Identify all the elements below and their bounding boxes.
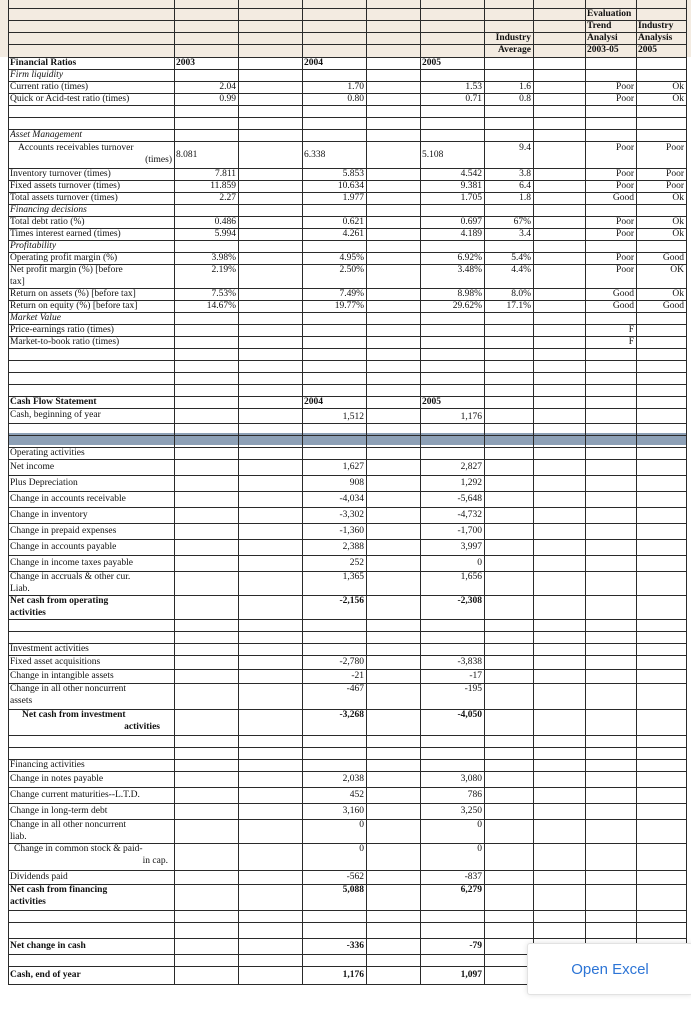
roe-trend-eval: Good (612, 301, 634, 311)
operating-item-2004: -4,034 (339, 494, 364, 504)
current-label: Current ratio (times) (10, 82, 89, 92)
operating-item-label: Change in prepaid expenses (10, 526, 117, 536)
tie-2004: 4.261 (342, 229, 364, 239)
opm-2005: 6.92% (457, 253, 482, 263)
financing-item-2005: 3,250 (460, 806, 482, 816)
operating-item-2004: 252 (349, 558, 364, 568)
grid-line (484, 57, 485, 384)
quick-2005: 0.71 (465, 94, 482, 104)
operating-item-2005: -1,700 (457, 526, 482, 536)
year-2004: 2004 (304, 58, 323, 68)
current-industry-average: 1.6 (519, 82, 531, 92)
common-stock-label-cont: in cap. (142, 856, 168, 866)
common-stock-label: Change in common stock & paid- (14, 844, 143, 854)
npm-industry-average: 4.4% (511, 265, 531, 275)
debt-label: Total debt ratio (%) (10, 217, 85, 227)
grid-line (302, 0, 303, 57)
ar-2003: 8.081 (176, 150, 198, 160)
total-2003: 2.27 (219, 193, 236, 203)
quick-label: Quick or Acid-test ratio (times) (10, 94, 130, 104)
cash-beginning-label: Cash, beginning of year (10, 410, 101, 420)
total-2005: 1.705 (460, 193, 482, 203)
grid-line (585, 384, 586, 984)
total-industry-average: 1.8 (519, 193, 531, 203)
opm-2004: 4.95% (339, 253, 364, 263)
net-investment-2004: -3,268 (339, 710, 364, 720)
grid-line (366, 384, 367, 984)
operating-item-2005: -4,732 (457, 510, 482, 520)
debt-2004: 0.621 (342, 217, 364, 227)
financing-item-2004: 2,038 (342, 774, 364, 784)
quick-2004: 0.80 (347, 94, 364, 104)
dividends-label: Dividends paid (10, 872, 68, 882)
net-investment-2005: -4,050 (457, 710, 482, 720)
ar-trend-eval: Poor (616, 143, 634, 153)
npm-industry-eval: OK (670, 265, 684, 275)
industry-average-line2: Average (497, 45, 531, 55)
investment-item-2004: -21 (351, 671, 364, 681)
npm-trend-eval: Poor (616, 265, 634, 275)
quick-trend-eval: Poor (616, 94, 634, 104)
section-firm-liquidity: Firm liquidity (10, 70, 64, 80)
tie-2005: 4.189 (460, 229, 482, 239)
ar-industry-eval: Poor (666, 143, 684, 153)
grid-line (8, 384, 9, 984)
financing-item-label: Change in notes payable (10, 774, 104, 784)
investment-item-2005: -17 (469, 671, 482, 681)
grid-line (636, 384, 637, 984)
section-asset-management: Asset Management (10, 130, 83, 140)
total-label: Total assets turnover (times) (10, 193, 118, 203)
inventory-2003: 7.811 (214, 169, 236, 179)
grid-line (533, 0, 534, 57)
fixed-2003: 11.859 (210, 181, 236, 191)
roa-industry-eval: Ok (672, 289, 684, 299)
roa-trend-eval: Good (612, 289, 634, 299)
financing-item-2004: 452 (349, 790, 364, 800)
fixed-2005: 9.381 (460, 181, 482, 191)
operating-item-2005: -5,648 (457, 494, 482, 504)
roe-2004: 19.77% (334, 301, 364, 311)
inventory-industry-average: 3.8 (519, 169, 531, 179)
financing-item-label: Change in long-term debt (10, 806, 108, 816)
inventory-industry-eval: Poor (666, 169, 684, 179)
operating-item-2004: 1,627 (342, 462, 364, 472)
grid-line (533, 57, 534, 384)
grid-line (238, 0, 239, 57)
trend-years: 2003-05 (587, 45, 619, 55)
grid-line (636, 57, 637, 384)
grid-line (484, 0, 485, 57)
grid-line (8, 0, 9, 57)
operating-item-label: Change in accounts receivable (10, 494, 126, 504)
section-financing-decisions: Financing decisions (10, 205, 87, 215)
common-stock-2004: 0 (359, 844, 364, 854)
net-financing-label-cont: activities (10, 897, 46, 907)
debt-industry-average: 67% (513, 217, 531, 227)
cash-beginning-2005: 1,176 (460, 412, 482, 422)
financing-item-2004: 3,160 (342, 806, 364, 816)
fixed-trend-eval: Poor (616, 181, 634, 191)
roa-2003: 7.53% (211, 289, 236, 299)
evaluation-header: Evaluation (587, 9, 632, 19)
trend-sub: Analysi (587, 33, 618, 43)
quick-2003: 0.99 (219, 94, 236, 104)
roa-2005: 8.98% (457, 289, 482, 299)
operating-item-2005: 1,292 (460, 478, 482, 488)
grid-line (174, 0, 175, 57)
pe-label: Price-earnings ratio (times) (10, 325, 114, 335)
grid-line (420, 0, 421, 57)
roe-2005: 29.62% (452, 301, 482, 311)
noncurrent-assets-2005: -195 (464, 684, 482, 694)
other-noncurrent-liab-label-cont: liab. (10, 832, 27, 842)
year-2003: 2003 (176, 58, 195, 68)
operating-item-2004: 908 (349, 478, 364, 488)
net-operating-2004: -2,156 (339, 596, 364, 606)
total-2004: 1.977 (342, 193, 364, 203)
ar-2004: 6.338 (304, 150, 326, 160)
industry-sub: Analysis (638, 33, 673, 43)
grid-line (533, 384, 534, 984)
noncurrent-assets-2004: -467 (346, 684, 364, 694)
investment-item-label: Fixed asset acquisitions (10, 657, 101, 667)
investment-item-label: Change in intangible assets (10, 671, 114, 681)
operating-item-2004: 2,388 (342, 542, 364, 552)
mb-trend-eval: F (628, 337, 634, 347)
operating-item-2005: 3,997 (460, 542, 482, 552)
accruals-2005: 1,656 (460, 572, 482, 582)
operating-item-label: Change in inventory (10, 510, 88, 520)
debt-industry-eval: Ok (672, 217, 684, 227)
other-noncurrent-liab-2004: 0 (359, 820, 364, 830)
roe-label: Return on equity (%) [before tax] (10, 301, 138, 311)
net-investment-label-cont: activities (124, 722, 160, 732)
roa-2004: 7.49% (339, 289, 364, 299)
cash-end-2004: 1,176 (342, 970, 364, 980)
common-stock-2005: 0 (477, 844, 482, 854)
opm-2003: 3.98% (211, 253, 236, 263)
ar-label-cont: (times) (145, 155, 172, 165)
trend-label: Trend (587, 21, 612, 31)
grid-line (302, 384, 303, 984)
npm-label-cont: tax] (10, 277, 25, 287)
tie-industry-average: 3.4 (519, 229, 531, 239)
industry-year: 2005 (638, 45, 657, 55)
roe-industry-average: 17.1% (506, 301, 531, 311)
tie-trend-eval: Poor (616, 229, 634, 239)
cashflow-title: Cash Flow Statement (10, 397, 97, 407)
grid-line (686, 0, 687, 57)
grid-line (484, 384, 485, 984)
net-change-label: Net change in cash (10, 941, 86, 951)
debt-2005: 0.697 (460, 217, 482, 227)
industry-average-line1: Industry (495, 33, 531, 43)
ar-label: Accounts receivables turnover (18, 143, 134, 153)
grid-line (8, 57, 9, 384)
fixed-label: Fixed assets turnover (times) (10, 181, 121, 191)
opm-trend-eval: Poor (616, 253, 634, 263)
current-trend-eval: Poor (616, 82, 634, 92)
current-2004: 1.70 (347, 82, 364, 92)
debt-trend-eval: Poor (616, 217, 634, 227)
grid-line (174, 384, 175, 984)
net-operating-label-cont: activities (10, 608, 46, 618)
net-operating-2005: -2,308 (457, 596, 482, 606)
grid-line (420, 57, 421, 384)
noncurrent-assets-label-cont: assets (10, 696, 33, 706)
grid-line (238, 57, 239, 384)
roa-label: Return on assets (%) [before tax] (10, 289, 136, 299)
inventory-trend-eval: Poor (616, 169, 634, 179)
operating-item-2004: -1,360 (339, 526, 364, 536)
roe-2003: 14.67% (206, 301, 236, 311)
accruals-2004: 1,365 (342, 572, 364, 582)
grid-line (585, 0, 586, 57)
cash-end-label: Cash, end of year (10, 970, 81, 980)
ar-2005: 5.108 (422, 150, 444, 160)
ar-industry-average: 9.4 (519, 143, 531, 153)
current-industry-eval: Ok (672, 82, 684, 92)
operating-activities-title: Operating activities (10, 448, 85, 458)
mb-label: Market-to-book ratio (times) (10, 337, 120, 347)
accruals-label: Change in accruals & other cur. (10, 572, 131, 582)
net-financing-2004: 5,088 (342, 885, 364, 895)
quick-industry-average: 0.8 (519, 94, 531, 104)
operating-item-label: Plus Depreciation (10, 478, 78, 488)
operating-item-2005: 2,827 (460, 462, 482, 472)
open-excel-button[interactable]: Open Excel (527, 943, 691, 995)
grid-line (686, 384, 687, 984)
financial-ratios-title: Financial Ratios (10, 58, 77, 68)
investment-item-2004: -2,780 (339, 657, 364, 667)
fixed-industry-average: 6.4 (519, 181, 531, 191)
section-profitability: Profitability (10, 241, 57, 251)
grid-line (420, 384, 421, 984)
cash-end-2005: 1,097 (460, 970, 482, 980)
current-2005: 1.53 (465, 82, 482, 92)
cash-beginning-2004: 1,512 (342, 412, 364, 422)
operating-item-label: Change in accounts payable (10, 542, 117, 552)
roe-industry-eval: Good (662, 301, 684, 311)
grid-line (174, 57, 175, 384)
investment-activities-title: Investment activities (10, 644, 89, 654)
opm-industry-eval: Good (662, 253, 684, 263)
operating-item-label: Change in income taxes payable (10, 558, 133, 568)
net-financing-2005: 6,279 (460, 885, 482, 895)
npm-2005: 3.48% (457, 265, 482, 275)
tie-2003: 5.994 (214, 229, 236, 239)
year-2005: 2005 (422, 58, 441, 68)
net-change-2005: -79 (469, 941, 482, 951)
grid-line (302, 57, 303, 384)
opm-label: Operating profit margin (%) (10, 253, 118, 263)
investment-item-2005: -3,838 (457, 657, 482, 667)
net-operating-label: Net cash from operating (10, 596, 109, 606)
operating-item-2005: 0 (477, 558, 482, 568)
financing-item-2005: 3,080 (460, 774, 482, 784)
current-2003: 2.04 (219, 82, 236, 92)
npm-label: Net profit margin (%) [before (10, 265, 123, 275)
npm-2003: 2.19% (211, 265, 236, 275)
financing-item-label: Change current maturities--L.T.D. (10, 790, 140, 800)
tie-label: Times interest earned (times) (10, 229, 121, 239)
cashflow-year-2004: 2004 (304, 397, 323, 407)
roa-industry-average: 8.0% (511, 289, 531, 299)
npm-2004: 2.50% (339, 265, 364, 275)
total-trend-eval: Good (612, 193, 634, 203)
industry-label: Industry (638, 21, 674, 31)
net-investment-label: Net cash from investment (22, 710, 126, 720)
inventory-2005: 4.542 (460, 169, 482, 179)
fixed-2004: 10.634 (337, 181, 364, 191)
operating-item-label: Net income (10, 462, 55, 472)
noncurrent-assets-label: Change in all other noncurrent (10, 684, 127, 694)
grid-line (366, 57, 367, 384)
net-change-2004: -336 (346, 941, 364, 951)
other-noncurrent-liab-2005: 0 (477, 820, 482, 830)
net-financing-label: Net cash from financing (10, 885, 108, 895)
tie-industry-eval: Ok (672, 229, 684, 239)
opm-industry-average: 5.4% (511, 253, 531, 263)
inventory-label: Inventory turnover (times) (10, 169, 111, 179)
grid-line (238, 384, 239, 984)
financing-item-2005: 786 (467, 790, 482, 800)
grid-line (686, 57, 687, 384)
other-noncurrent-liab-label: Change in all other noncurrent (10, 820, 127, 830)
dividends-2004: -562 (346, 872, 364, 882)
inventory-2004: 5.853 (342, 169, 364, 179)
section-market-value: Market Value (10, 313, 61, 323)
accruals-label-cont: Liab. (10, 584, 30, 594)
pe-trend-eval: F (628, 325, 634, 335)
operating-item-2004: -3,302 (339, 510, 364, 520)
grid-line (366, 0, 367, 57)
dividends-2005: -837 (464, 872, 482, 882)
grid-line (585, 57, 586, 384)
fixed-industry-eval: Poor (666, 181, 684, 191)
quick-industry-eval: Ok (672, 94, 684, 104)
total-industry-eval: Ok (672, 193, 684, 203)
financing-activities-title: Financing activities (10, 760, 85, 770)
debt-2003: 0.486 (214, 217, 236, 227)
cashflow-year-2005: 2005 (422, 397, 441, 407)
